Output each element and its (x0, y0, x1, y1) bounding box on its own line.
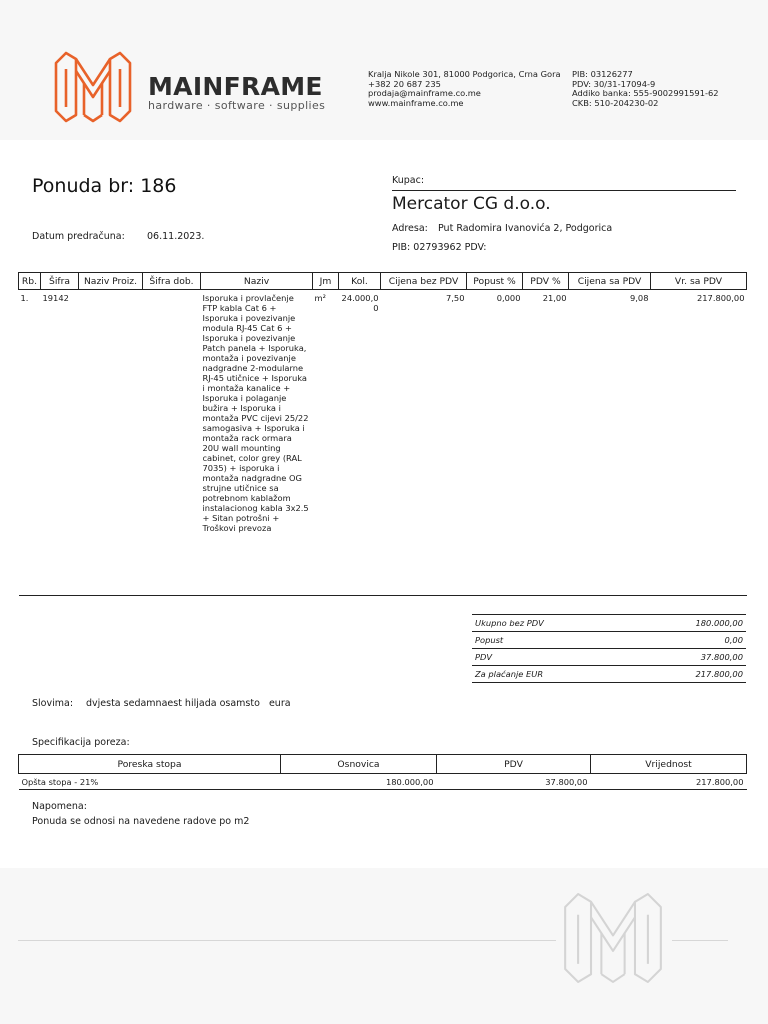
cell-cijena-bez-pdv: 7,50 (381, 290, 467, 596)
company-ckb: CKB: 510-204230-02 (572, 97, 659, 108)
cell-popust: 0,000 (467, 290, 523, 596)
buyer-label: Kupac: (392, 175, 425, 186)
tax-cell-stopa: Opšta stopa - 21% (19, 774, 281, 790)
col-header-popust: Popust % (467, 273, 523, 290)
tax-header-vrijednost: Vrijednost (591, 755, 747, 774)
ukupno-value: 180.000,00 (695, 618, 743, 628)
col-header-sifra: Šifra (41, 273, 79, 290)
tax-header-row (19, 755, 747, 774)
company-address: Kralja Nikole 301, 81000 Podgorica, Crna Gora (368, 69, 561, 79)
col-header-pdv: PDV % (523, 273, 569, 290)
popust-value: 0,00 (724, 635, 743, 645)
footer-divider-right (672, 940, 728, 941)
cell-sifra: 19142 (41, 290, 79, 596)
cell-naziv-proiz (79, 290, 143, 596)
cell-naziv: Isporuka i provlačenje FTP kabla Cat 6 + Isporuka i povezivanje modula RJ-45 Cat 6 + Isporuka i povezivanje Patch panela + Isporuka, montaža i povezivanje nadgradne 2-modularne RJ-45 utičnice + Isporuka i montaža kanalice + Isporuka i polaganje bužira + Isporuka i montaža PVC cijevi 25/22 samogasiva + Isporuka i montaža rack ormara 20U wall mounting cabinet, color grey (RAL 7035) + isporuka i montaža nadgradne OG strujne utičnice sa potrebnom kablažom instalacionog kabla 3x2.5 + Sitan potrošni + Troškovi prevoza (201, 290, 313, 596)
items-header-row (19, 273, 747, 290)
cell-jm: m² (313, 290, 339, 596)
cell-pdv: 21,00 (523, 290, 569, 596)
buyer-pib: PIB: 02793962 PDV: (392, 242, 487, 253)
za-placanje-label: Za plaćanje EUR (475, 669, 544, 679)
footer-logo-watermark-icon (560, 887, 666, 989)
pdv-value: 37.800,00 (700, 652, 743, 662)
col-header-vr-sa-pdv: Vr. sa PDV (651, 273, 747, 290)
tax-cell-pdv: 37.800,00 (437, 774, 591, 790)
date-label: Datum predračuna: (32, 231, 125, 242)
tax-spec-title: Specifikacija poreza: (32, 737, 130, 748)
buyer-name: Mercator CG d.o.o. (392, 194, 551, 214)
cell-cijena-sa-pdv: 9,08 (569, 290, 651, 596)
date-value: 06.11.2023. (147, 231, 205, 242)
ukupno-label: Ukupno bez PDV (475, 618, 544, 628)
total-row-popust (472, 632, 746, 649)
buyer-divider (392, 190, 736, 191)
company-email: prodaja@mainframe.co.me (368, 88, 481, 99)
cell-vr-sa-pdv: 217.800,00 (651, 290, 747, 596)
company-tagline: hardware · software · supplies (148, 99, 326, 112)
table-row (19, 290, 747, 596)
mainframe-logo-icon (52, 49, 134, 125)
tax-header-pdv: PDV (437, 755, 591, 774)
tax-table (18, 754, 747, 790)
col-header-cijena-bez-pdv: Cijena bez PDV (381, 273, 467, 290)
cell-sifra-dob (143, 290, 201, 596)
tax-cell-osnovica: 180.000,00 (281, 774, 437, 790)
company-pib: PIB: 03126277 (572, 69, 633, 79)
col-header-rb: Rb. (19, 273, 41, 290)
col-header-sifra-dob: Šifra dob. (143, 273, 201, 290)
col-header-kol: Kol. (339, 273, 381, 290)
col-header-cijena-sa-pdv: Cijena sa PDV (569, 273, 651, 290)
company-web: www.mainframe.co.me (368, 97, 464, 108)
tax-header-osnovica: Osnovica (281, 755, 437, 774)
total-row-ukupno (472, 615, 746, 632)
total-row-pdv (472, 649, 746, 666)
note-label: Napomena: (32, 801, 87, 812)
company-bank: Addiko banka: 555-9002991591-62 (572, 88, 719, 99)
col-header-naziv-proiz: Naziv Proiz. (79, 273, 143, 290)
tax-header-stopa: Poreska stopa (19, 755, 281, 774)
popust-label: Popust (475, 635, 504, 645)
footer-divider (18, 940, 556, 941)
table-row (19, 774, 747, 790)
buyer-address: Put Radomira Ivanovića 2, Podgorica (438, 223, 613, 234)
document-title: Ponuda br: 186 (32, 175, 177, 197)
tax-cell-vrijednost: 217.800,00 (591, 774, 747, 790)
company-pdv: PDV: 30/31-17094-9 (572, 78, 656, 89)
company-name: MAINFRAME (148, 72, 323, 101)
note-text: Ponuda se odnosi na navedene radove po m2 (32, 816, 250, 827)
amount-in-words: dvjesta sedamnaest hiljada osamsto eura (86, 698, 291, 709)
za-placanje-value: 217.800,00 (695, 669, 743, 679)
pdv-label: PDV (475, 652, 493, 662)
total-row-za-placanje (472, 666, 746, 683)
cell-rb: 1. (19, 290, 41, 596)
amount-in-words-label: Slovima: (32, 698, 74, 709)
company-contact (368, 70, 568, 108)
company-registration (572, 70, 762, 108)
buyer-address-label: Adresa: (392, 223, 428, 234)
col-header-naziv: Naziv (201, 273, 313, 290)
company-phone: +382 20 687 235 (368, 78, 441, 89)
items-table (18, 272, 747, 596)
cell-kol: 24.000,0 0 (339, 290, 381, 596)
totals-box (472, 614, 746, 683)
col-header-jm: Jm (313, 273, 339, 290)
